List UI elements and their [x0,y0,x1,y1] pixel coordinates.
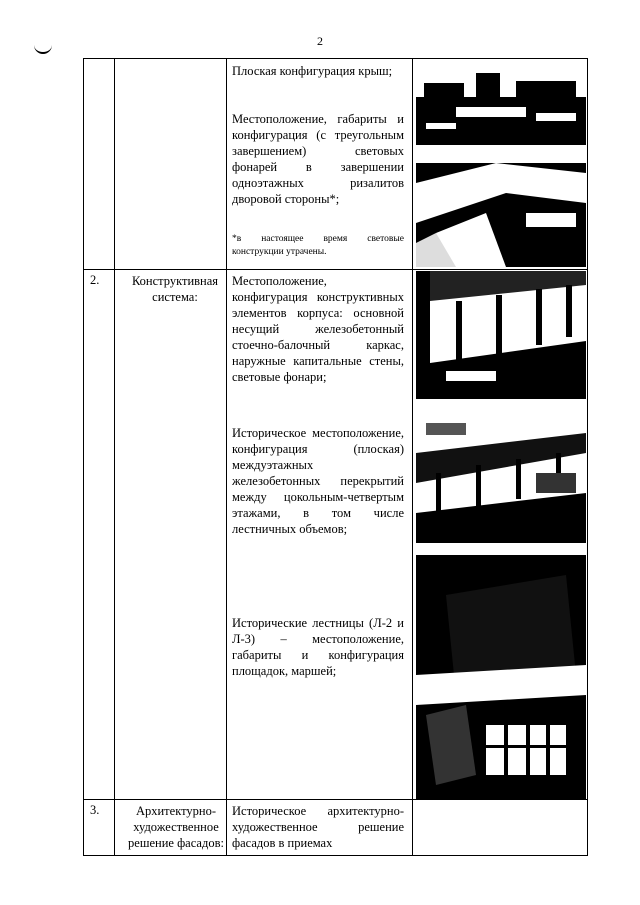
row3-item-1: Историческое архитектурно-художественное решение фасадов в приемах [232,804,404,850]
row1-note: *в настоящее время световые конструкции утрачены. [232,234,404,257]
row-divider-1 [84,269,588,270]
row2-item-1: Местоположение, конфигурация конструктивных элементов корпуса: основной несущий железобетонный стоечно-балочный каркас, наружные капитальные стены, световые фонари; [232,274,404,384]
row2-label: Конструктивная система: [131,274,219,304]
row1-item-1: Плоская конфигурация крыш; [232,64,393,78]
photo-skylight [416,163,586,267]
col-divider-2 [226,59,227,856]
table-bottom-border [84,855,588,856]
col-divider-3 [412,59,413,856]
row3-number: 3. [90,803,100,817]
scan-artifact-mark [34,44,52,54]
row2-item-3: Исторические лестницы (Л-2 и Л-3) – местоположение, габариты и конфигурация площадок, маршей; [232,616,404,678]
row3-label: Архитектурно-художественное решение фасадов: [128,804,224,850]
photo-floor-slabs [416,413,586,543]
photo-frame-interior [416,271,586,399]
row-divider-2 [84,799,588,800]
col-divider-1 [114,59,115,856]
photo-roof [416,63,586,145]
row2-item-2: Историческое местоположение, конфигурация (плоская) междуэтажных железобетонных перекрытий между цокольным-четвертым этажами, в том числе лестничных объемов; [232,426,404,536]
row2-number: 2. [90,273,100,287]
elements-table [83,58,588,856]
table-right-border [587,59,588,856]
row1-item-2: Местоположение, габариты и конфигурация (с треугольным завершением) световых фонарей в завершении одноэтажных ризалитов дворовой стороны*; [232,112,404,206]
page-number: 2 [317,34,323,48]
photo-staircase [416,555,586,799]
